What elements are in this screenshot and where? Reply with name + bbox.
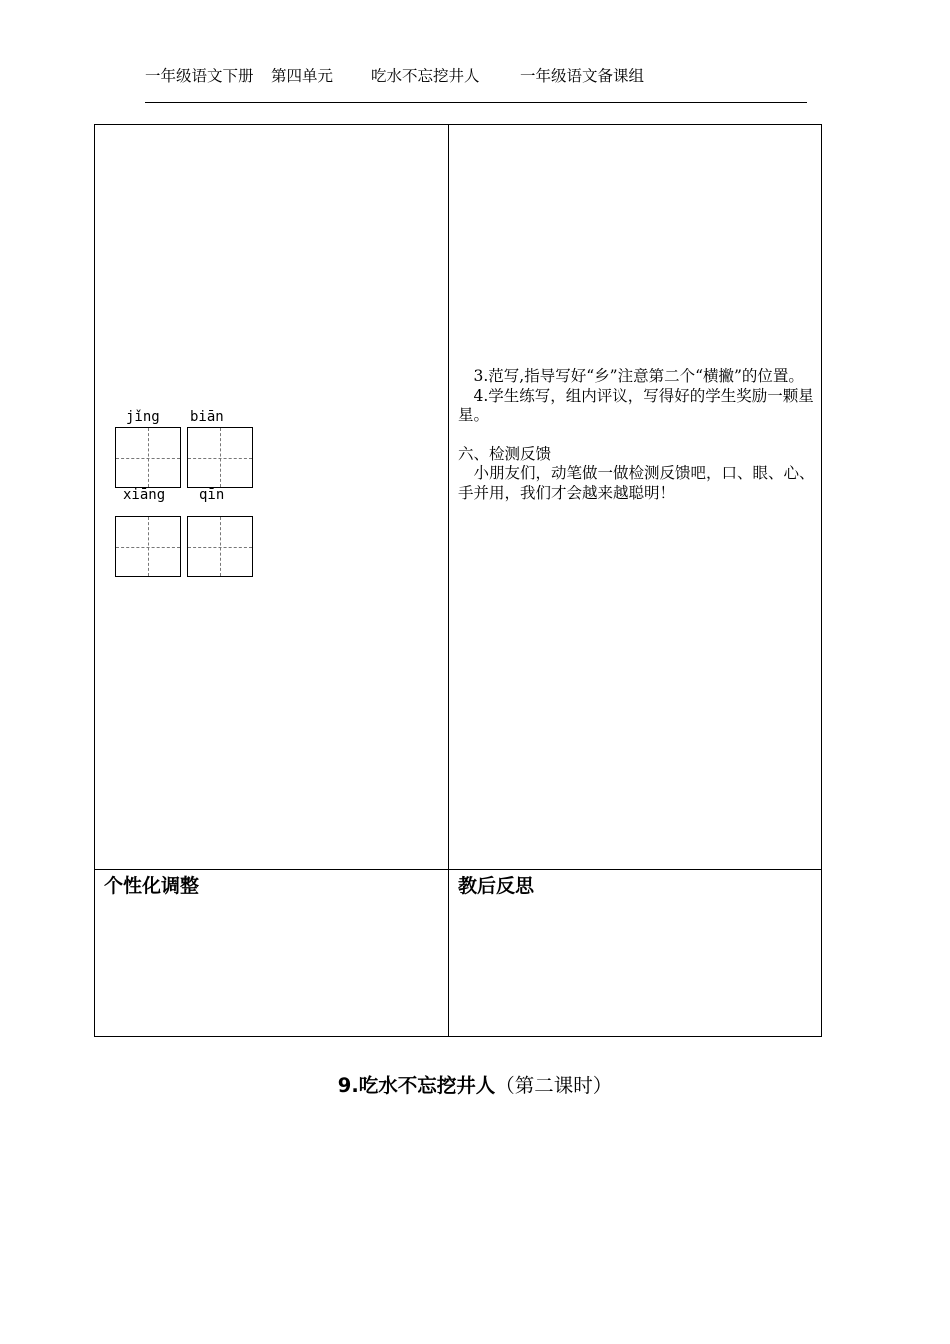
column-divider xyxy=(448,125,449,1036)
pinyin-label: jǐng xyxy=(126,409,160,425)
step-4-text: 4.学生练写，组内评议，写得好的学生奖励一颗星星。 xyxy=(458,386,814,424)
pinyin-label: qīn xyxy=(199,487,225,503)
tianzige-box xyxy=(187,427,253,488)
page-header xyxy=(145,64,807,103)
lesson-title-sub: （第二课时） xyxy=(495,1074,613,1097)
personalized-adjustment-title: 个性化调整 xyxy=(104,875,200,897)
section-title: 六、检测反馈 xyxy=(458,444,552,463)
tianzige-box xyxy=(115,516,181,577)
tianzige-box xyxy=(187,516,253,577)
teaching-steps xyxy=(458,367,815,503)
pinyin-label: biān xyxy=(190,409,224,425)
lesson-title xyxy=(0,1070,950,1098)
header-book: 一年级语文下册 xyxy=(145,67,254,85)
lesson-plan-table xyxy=(94,124,822,1037)
feedback-text: 小朋友们，动笔做一做检测反馈吧，口、眼、心、手并用，我们才会越来越聪明！ xyxy=(458,464,815,502)
pinyin-label: xiāng xyxy=(123,487,166,503)
header-lesson: 吃水不忘挖井人 xyxy=(371,67,480,85)
tianzige-box xyxy=(115,427,181,488)
row-divider xyxy=(95,869,821,870)
lesson-title-main: 9.吃水不忘挖井人 xyxy=(337,1074,496,1097)
header-unit: 第四单元 xyxy=(271,67,334,85)
header-group: 一年级语文备课组 xyxy=(520,67,645,85)
reflection-title: 教后反思 xyxy=(458,875,535,897)
step-3-text: 3.范写,指导写好“乡”注意第二个“横撇”的位置。 xyxy=(473,367,804,385)
